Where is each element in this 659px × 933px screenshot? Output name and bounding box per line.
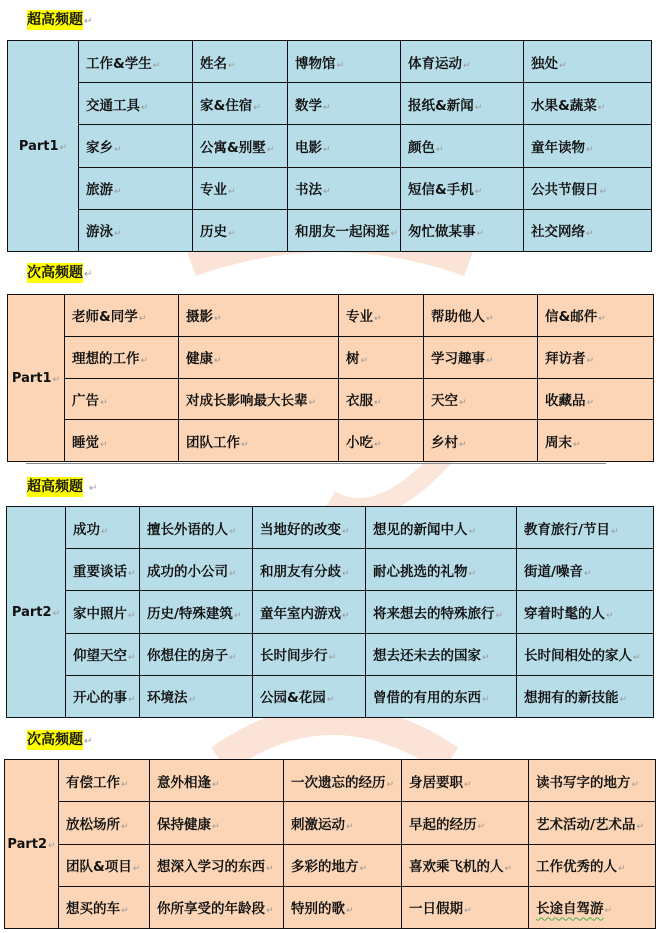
topic-cell: 信&邮件↵ xyxy=(538,295,654,337)
topic-cell: 公共节假日↵ xyxy=(524,167,652,209)
topic-cell: 有偿工作↵ xyxy=(59,760,150,802)
topic-cell: 周末↵ xyxy=(538,420,654,462)
topic-cell: 你所享受的年龄段↵ xyxy=(150,886,284,928)
topic-cell: 颜色↵ xyxy=(401,125,524,167)
topic-cell: 童年读物↵ xyxy=(524,125,652,167)
topic-cell: 擅长外语的人↵ xyxy=(140,507,253,549)
part-label: Part1↵ xyxy=(8,41,79,252)
topic-cell: 摄影↵ xyxy=(179,295,339,337)
topic-cell: 保持健康↵ xyxy=(150,802,284,844)
topic-cell: 身居要职↵ xyxy=(402,760,529,802)
topic-cell: 和朋友有分歧↵ xyxy=(253,549,366,591)
topic-cell: 将来想去的特殊旅行↵ xyxy=(366,591,517,633)
topic-cell: 想深入学习的东西↵ xyxy=(150,844,284,886)
topic-cell: 短信&手机↵ xyxy=(401,167,524,209)
topic-cell: 长途自驾游↵ xyxy=(529,886,656,928)
topic-cell: 工作优秀的人↵ xyxy=(529,844,656,886)
topic-cell: 衣服↵ xyxy=(339,378,424,420)
topic-cell: 教育旅行/节目↵ xyxy=(517,507,654,549)
paragraph-mark-icon: ↵ xyxy=(84,736,93,747)
topic-cell: 游泳↵ xyxy=(79,209,193,251)
topic-cell: 童年室内游戏↵ xyxy=(253,591,366,633)
topic-cell: 喜欢乘飞机的人↵ xyxy=(402,844,529,886)
topic-cell: 早起的经历↵ xyxy=(402,802,529,844)
topic-cell: 仰望天空↵ xyxy=(66,633,140,675)
topic-cell: 社交网络↵ xyxy=(524,209,652,251)
paragraph-mark-icon: ↵ xyxy=(84,16,93,27)
topic-cell: 老师&同学↵ xyxy=(65,295,179,337)
topic-cell: 刺激运动↵ xyxy=(284,802,402,844)
topic-cell: 团队工作↵ xyxy=(179,420,339,462)
topic-cell: 耐心挑选的礼物↵ xyxy=(366,549,517,591)
topic-cell: 旅游↵ xyxy=(79,167,193,209)
part-label: Part2↵ xyxy=(7,507,66,718)
topic-cell: 理想的工作↵ xyxy=(65,336,179,378)
topic-cell: 长时间相处的家人↵ xyxy=(517,633,654,675)
topic-cell: 长时间步行↵ xyxy=(253,633,366,675)
spellcheck-underlined-text: 长途自驾游 xyxy=(536,901,604,918)
topic-cell: 广告↵ xyxy=(65,378,179,420)
topic-cell: 环境法↵ xyxy=(140,675,253,717)
topic-cell: 意外相逢↵ xyxy=(150,760,284,802)
topic-table-part1-super xyxy=(7,40,652,252)
section-heading-second-frequent-part1: 次高频题↵ xyxy=(27,265,93,281)
part-label: Part1↵ xyxy=(8,295,65,462)
topic-cell: 家中照片↵ xyxy=(66,591,140,633)
topic-cell: 想拥有的新技能↵ xyxy=(517,675,654,717)
topic-cell: 想买的车↵ xyxy=(59,886,150,928)
topic-cell: 曾借的有用的东西↵ xyxy=(366,675,517,717)
topic-cell: 公寓&别墅↵ xyxy=(193,125,288,167)
topic-cell: 开心的事↵ xyxy=(66,675,140,717)
topic-cell: 专业↵ xyxy=(339,295,424,337)
section-heading-super-frequent-part2: 超高频题 ↵ xyxy=(27,479,98,495)
topic-cell: 体育运动↵ xyxy=(401,41,524,83)
topic-table-part2-second xyxy=(4,759,656,929)
topic-cell: 一次遗忘的经历↵ xyxy=(284,760,402,802)
topic-cell: 拜访者↵ xyxy=(538,336,654,378)
paragraph-mark-icon: ↵ xyxy=(84,269,93,280)
topic-cell: 重要谈话↵ xyxy=(66,549,140,591)
topic-cell: 健康↵ xyxy=(179,336,339,378)
topic-cell: 当地好的改变↵ xyxy=(253,507,366,549)
topic-cell: 树↵ xyxy=(339,336,424,378)
topic-cell: 乡村↵ xyxy=(424,420,538,462)
topic-cell: 对成长影响最大长辈↵ xyxy=(179,378,339,420)
topic-cell: 天空↵ xyxy=(424,378,538,420)
topic-cell: 穿着时髦的人↵ xyxy=(517,591,654,633)
topic-cell: 公园&花园↵ xyxy=(253,675,366,717)
topic-cell: 特别的歌↵ xyxy=(284,886,402,928)
topic-cell: 和朋友一起闲逛↵ xyxy=(288,209,401,251)
topic-cell: 家乡↵ xyxy=(79,125,193,167)
topic-cell: 成功↵ xyxy=(66,507,140,549)
topic-cell: 帮助他人↵ xyxy=(424,295,538,337)
topic-cell: 团队&项目↵ xyxy=(59,844,150,886)
topic-cell: 历史/特殊建筑↵ xyxy=(140,591,253,633)
topic-cell: 一日假期↵ xyxy=(402,886,529,928)
topic-cell: 成功的小公司↵ xyxy=(140,549,253,591)
topic-cell: 多彩的地方↵ xyxy=(284,844,402,886)
topic-cell: 匆忙做某事↵ xyxy=(401,209,524,251)
topic-cell: 工作&学生↵ xyxy=(79,41,193,83)
topic-cell: 想去还未去的国家↵ xyxy=(366,633,517,675)
topic-cell: 博物馆↵ xyxy=(288,41,401,83)
topic-table-part1-second xyxy=(7,294,654,462)
topic-table-part2-super xyxy=(6,506,654,718)
topic-cell: 电影↵ xyxy=(288,125,401,167)
topic-cell: 专业↵ xyxy=(193,167,288,209)
topic-cell: 交通工具↵ xyxy=(79,83,193,125)
paragraph-mark-icon: ↵ xyxy=(89,483,98,494)
topic-cell: 历史↵ xyxy=(193,209,288,251)
topic-cell: 放松场所↵ xyxy=(59,802,150,844)
topic-cell: 你想住的房子↵ xyxy=(140,633,253,675)
topic-cell: 姓名↵ xyxy=(193,41,288,83)
topic-cell: 数学↵ xyxy=(288,83,401,125)
topic-cell: 想见的新闻中人↵ xyxy=(366,507,517,549)
topic-cell: 读书写字的地方↵ xyxy=(529,760,656,802)
topic-cell: 家&住宿↵ xyxy=(193,83,288,125)
topic-cell: 书法↵ xyxy=(288,167,401,209)
part-label: Part2↵ xyxy=(5,760,59,929)
topic-cell: 学习趣事↵ xyxy=(424,336,538,378)
topic-cell: 艺术活动/艺术品↵ xyxy=(529,802,656,844)
topic-cell: 小吃↵ xyxy=(339,420,424,462)
page-divider xyxy=(26,463,606,464)
topic-cell: 独处↵ xyxy=(524,41,652,83)
topic-cell: 报纸&新闻↵ xyxy=(401,83,524,125)
topic-cell: 街道/噪音↵ xyxy=(517,549,654,591)
section-heading-super-frequent-part1: 超高频题↵ xyxy=(27,12,93,28)
topic-cell: 睡觉↵ xyxy=(65,420,179,462)
topic-cell: 收藏品↵ xyxy=(538,378,654,420)
topic-cell: 水果&蔬菜↵ xyxy=(524,83,652,125)
section-heading-second-frequent-part2: 次高频题↵ xyxy=(27,732,93,748)
